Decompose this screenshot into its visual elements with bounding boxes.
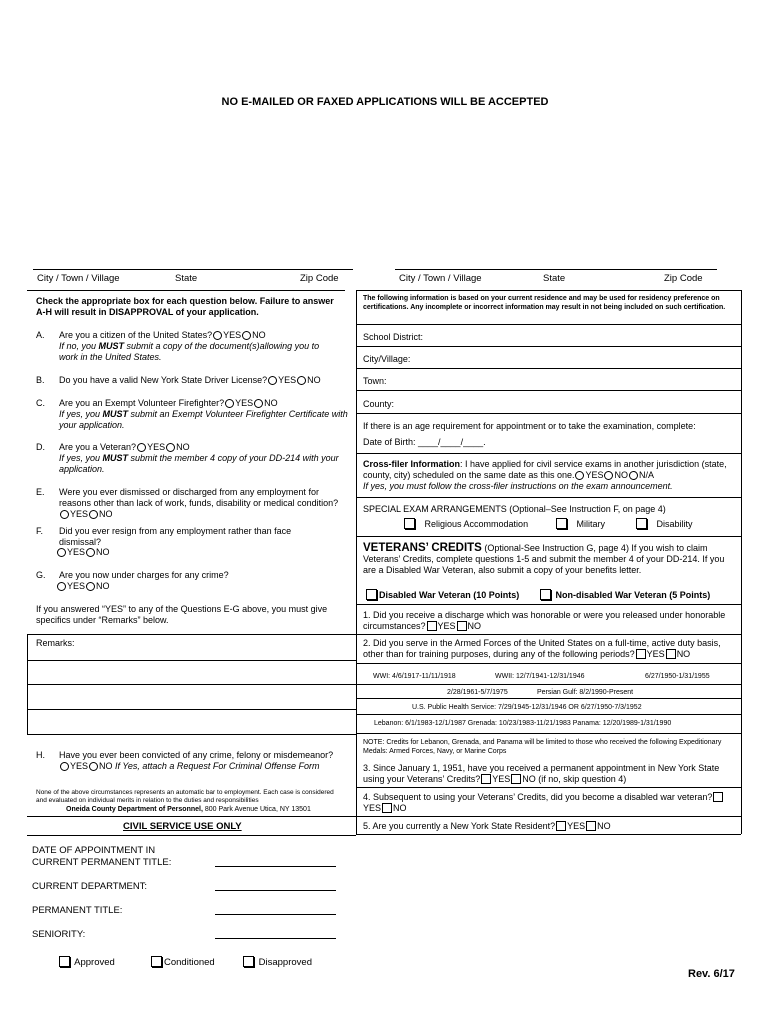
veterans-credits	[363, 543, 735, 576]
no-label: NO	[176, 442, 190, 452]
seniority-input[interactable]	[215, 938, 336, 939]
town-input[interactable]	[356, 390, 741, 391]
q-f-options	[56, 547, 110, 558]
war-gulf: Persian Gulf: 8/2/1990-Present	[537, 689, 634, 696]
yes-label: YES	[70, 761, 89, 771]
yes-label: YES	[646, 649, 665, 659]
vet-q5	[363, 821, 611, 832]
q-e	[59, 487, 341, 520]
yes-label: YES	[567, 821, 586, 831]
note-must: MUST	[98, 341, 125, 351]
school-district-input[interactable]	[356, 346, 741, 347]
war-rule-3	[356, 714, 741, 715]
q-f-yes-radio[interactable]	[57, 548, 66, 557]
war-vietnam: 2/28/1961-5/7/1975	[447, 689, 508, 696]
date-of-birth-field[interactable]: Date of Birth: ____/____/____.	[363, 437, 486, 447]
approved-checkbox[interactable]	[59, 956, 70, 967]
q-f-text: Did you ever resign from any employment rather than face dismissal?	[59, 526, 292, 547]
remarks-line-3[interactable]	[27, 709, 356, 710]
vet-q5-text: 5. Are you currently a New York State Resident?	[363, 821, 556, 831]
vet-q4-text: 4. Subsequent to using your Veterans’ Credits, did you become a disabled war veteran?	[363, 792, 713, 802]
vet-q1-rule	[356, 634, 741, 635]
right-top-border	[356, 290, 741, 291]
q-b-no-radio[interactable]	[297, 376, 306, 385]
yes-label: YES	[492, 774, 511, 784]
approved-label: Approved	[74, 957, 115, 968]
no-label: NO	[393, 803, 407, 813]
vet-q2-text: 2. Did you serve in the Armed Forces of the United States on a full-time, active duty basis, other than for training purposes, during any of the following periods?	[363, 638, 721, 659]
disapproved-option	[243, 956, 312, 968]
q-b-yes-radio[interactable]	[268, 376, 277, 385]
special-exam-label: SPECIAL EXAM ARRANGEMENTS (Optional–See Instruction F, on page 4)	[363, 504, 666, 514]
field-permanent-title: PERMANENT TITLE:	[32, 905, 123, 916]
vet-q4-rule	[356, 816, 741, 817]
crossfiler-no-radio[interactable]	[604, 471, 613, 480]
q-c-note	[59, 409, 349, 431]
remarks-top	[27, 634, 356, 635]
vet-q2-no-checkbox[interactable]	[666, 649, 676, 659]
field-date-appointment: DATE OF APPOINTMENT IN	[32, 845, 156, 856]
disability-label: Disability	[656, 519, 693, 529]
q-a-text: Are you a citizen of the United States?	[59, 330, 213, 340]
vet-type-rule	[356, 604, 741, 605]
note-must: MUST	[102, 409, 129, 419]
disability-option	[636, 518, 693, 530]
no-label: NO	[99, 509, 113, 519]
q-a-letter: A.	[36, 330, 45, 340]
q-a-yes-radio[interactable]	[213, 331, 222, 340]
war-korea: 6/27/1950-1/31/1955	[645, 673, 710, 680]
school-district-label: School District:	[363, 332, 424, 342]
no-label: NO	[597, 821, 611, 831]
remarks-line-4[interactable]	[27, 734, 356, 735]
q-h-yes-radio[interactable]	[60, 762, 69, 771]
q-b-letter: B.	[36, 375, 45, 385]
note-text: If yes, you	[59, 409, 103, 419]
yes-label: YES	[147, 442, 166, 452]
religious-checkbox[interactable]	[404, 518, 415, 529]
veterans-title: VETERANS’ CREDITS	[363, 542, 482, 554]
age-requirement: If there is an age requirement for appointment or to take the examination, complete:	[363, 421, 696, 431]
city-village-label: City/Village:	[363, 354, 411, 364]
q-f-no-radio[interactable]	[86, 548, 95, 557]
vet-q1	[363, 610, 735, 632]
approved-option	[59, 956, 115, 968]
war-rule-4	[356, 733, 741, 734]
zip-label-left: Zip Code	[300, 273, 339, 284]
field-seniority: SENIORITY:	[32, 929, 86, 940]
remarks-line-2[interactable]	[27, 684, 356, 685]
residency-note: The following information is based on your current residence and may be used for residency preference on certifications. Any incomplete or incorrect information may result in not being included on such certification.	[363, 295, 726, 311]
address-line-left[interactable]	[33, 269, 353, 270]
note-credits: NOTE: Credits for Lebanon, Grenada, and Panama will be limited to those who received the following Expeditionary Medals: Armed Forces, Navy, or Marine Corps	[363, 739, 722, 755]
war-rule-2	[356, 698, 741, 699]
q-d-no-radio[interactable]	[166, 443, 175, 452]
revision-label: Rev. 6/17	[688, 968, 735, 980]
vet-q4-no-checkbox[interactable]	[382, 803, 392, 813]
address-line-right[interactable]	[395, 269, 717, 270]
no-label: NO	[99, 761, 113, 771]
vet-q3-rule	[356, 787, 741, 788]
q-d-note	[59, 453, 339, 475]
city-label-left: City / Town / Village	[37, 273, 120, 284]
q-h-note: If Yes, attach a Request For Criminal Offense Form	[115, 761, 320, 771]
note-text: submit an Exempt Volunteer Firefighter Certificate with your application.	[59, 409, 348, 430]
disabled-vet-label: Disabled War Veteran (10 Points)	[379, 590, 520, 600]
q-g-text: Are you now under charges for any crime?	[59, 570, 229, 580]
q-c-letter: C.	[36, 398, 45, 408]
vet-q5-no-checkbox[interactable]	[586, 821, 596, 831]
vet-q1-no-checkbox[interactable]	[457, 621, 467, 631]
q-c-no-radio[interactable]	[254, 399, 263, 408]
vet-q4-yes-checkbox[interactable]	[713, 792, 723, 802]
military-label: Military	[576, 519, 606, 529]
no-label: NO	[264, 398, 278, 408]
no-label: NO	[676, 649, 691, 659]
vet-q4	[363, 792, 735, 814]
current-department-input[interactable]	[215, 890, 336, 891]
vet-q3	[363, 763, 735, 785]
disability-checkbox[interactable]	[636, 518, 647, 529]
q-b-text: Do you have a valid New York State Driver License?	[59, 375, 268, 385]
vet-q5-yes-checkbox[interactable]	[556, 821, 566, 831]
vet-q1-yes-checkbox[interactable]	[427, 621, 437, 631]
yes-label: YES	[585, 470, 604, 480]
military-checkbox[interactable]	[556, 518, 567, 529]
q-g-yes-radio[interactable]	[57, 582, 66, 591]
q-c-text: Are you an Exempt Volunteer Firefighter?	[59, 398, 225, 408]
left-top-border	[27, 290, 345, 291]
q-d-yes-radio[interactable]	[137, 443, 146, 452]
yes-label: YES	[278, 375, 297, 385]
city-village-input[interactable]	[356, 368, 741, 369]
special-exam-rule	[356, 536, 741, 537]
vet-q3-no-label: NO (if no, skip question 4)	[522, 774, 627, 784]
war-phs: U.S. Public Health Service: 7/29/1945-12/31/1946 OR 6/27/1950-7/3/1952	[412, 704, 642, 711]
no-label: NO	[96, 581, 110, 591]
q-e-letter: E.	[36, 487, 45, 497]
vet-q2-yes-checkbox[interactable]	[636, 649, 646, 659]
war-ww2: WWII: 12/7/1941-12/31/1946	[495, 673, 585, 680]
military-option	[556, 518, 605, 530]
crossfiler-yes-radio[interactable]	[575, 471, 584, 480]
vet-q3-yes-checkbox[interactable]	[481, 774, 491, 784]
q-a-note	[59, 341, 339, 363]
nondisabled-vet-option	[540, 589, 710, 601]
county-label: County:	[363, 399, 395, 409]
disapproved-checkbox[interactable]	[243, 956, 254, 967]
footer-address	[66, 805, 311, 814]
remarks-line-1[interactable]	[27, 660, 356, 661]
yes-label: YES	[235, 398, 254, 408]
conditioned-checkbox[interactable]	[151, 956, 162, 967]
crossfiler-rule	[356, 497, 741, 498]
q-g-letter: G.	[36, 570, 46, 580]
note-text: submit a copy of the document(s)allowing you to work in the United States.	[59, 341, 320, 362]
footer-org: Oneida County Department of Personnel,	[66, 806, 203, 813]
no-label: NO	[307, 375, 321, 385]
religious-option	[404, 518, 528, 530]
remarks-label: Remarks:	[36, 638, 75, 648]
crossfiler-na-radio[interactable]	[629, 471, 638, 480]
q-h-no-radio[interactable]	[89, 762, 98, 771]
civil-service-top	[27, 816, 356, 817]
crossfiler-text: : I have applied for civil service exams in another jurisdiction (state, county, city) scheduled on the same date as this one.	[363, 459, 727, 480]
nondisabled-vet-checkbox[interactable]	[540, 589, 551, 600]
vet-q2-rule	[356, 663, 741, 664]
yes-label: YES	[67, 547, 86, 557]
town-label: Town:	[363, 376, 387, 386]
yes-label: YES	[70, 509, 89, 519]
q-h	[59, 750, 344, 772]
na-label: N/A	[638, 470, 654, 480]
crossfiler	[363, 459, 735, 481]
nondisabled-vet-label: Non-disabled War Veteran (5 Points)	[555, 590, 711, 600]
q-d	[59, 442, 190, 453]
q-g-options	[56, 581, 110, 592]
crossfiler-label: Cross-filer Information	[363, 459, 461, 469]
civil-service-title-rule	[27, 835, 356, 836]
state-label-right: State	[543, 273, 566, 284]
disapproved-label: Disapproved	[258, 957, 312, 968]
vet-q3-text: 3. Since January 1, 1951, have you received a permanent appointment in New York State using your Veterans’ Credits?	[363, 763, 720, 784]
disclaimer: None of the above circumstances represents an automatic bar to employment. Each case is considered and evaluated on individual merits in relation to the duties and responsibilities	[36, 789, 334, 804]
q-b	[59, 375, 321, 386]
city-label-right: City / Town / Village	[399, 273, 482, 284]
state-label-left: State	[175, 273, 198, 284]
religious-label: Religious Accommodation	[424, 519, 529, 529]
q-c	[59, 398, 278, 409]
conditioned-option	[151, 956, 215, 968]
q-c-yes-radio[interactable]	[225, 399, 234, 408]
page-notice: NO E-MAILED OR FAXED APPLICATIONS WILL BE ACCEPTED	[221, 96, 549, 108]
veterans-text: (Optional-See Instruction G, page 4) If you wish to claim Veterans’ Credits, complete questions 1-5 and submit the member 4 of your DD-214. If you are a Disabled War Veteran, also submit a copy of your benefits letter.	[363, 543, 725, 575]
crossfiler-note: If yes, you must follow the cross-filer instructions on the exam announcement.	[363, 481, 673, 491]
no-label: NO	[252, 330, 266, 340]
zip-label-right: Zip Code	[664, 273, 703, 284]
dob-rule	[356, 453, 741, 454]
permanent-title-input[interactable]	[215, 914, 336, 915]
county-input[interactable]	[356, 413, 741, 414]
date-appointment-input[interactable]	[215, 866, 336, 867]
q-f-letter: F.	[36, 526, 44, 536]
q-h-letter: H.	[36, 750, 45, 760]
field-current-department: CURRENT DEPARTMENT:	[32, 881, 148, 892]
note-must: MUST	[102, 453, 129, 463]
yes-label: YES	[67, 581, 86, 591]
q-d-letter: D.	[36, 442, 45, 452]
disabled-vet-checkbox[interactable]	[366, 589, 377, 600]
note-text: If no, you	[59, 341, 99, 351]
no-label: NO	[614, 470, 628, 480]
q-e-yes-radio[interactable]	[60, 510, 69, 519]
note-text: If yes, you	[59, 453, 103, 463]
residency-rule	[356, 324, 741, 325]
civil-service-title: CIVIL SERVICE USE ONLY	[123, 821, 242, 832]
field-current-permanent-title: CURRENT PERMANENT TITLE:	[32, 857, 172, 868]
note-text: submit the member 4 copy of your DD-214 with your application.	[59, 453, 339, 474]
no-label: NO	[467, 621, 482, 631]
center-divider	[356, 290, 357, 834]
q-d-text: Are you a Veteran?	[59, 442, 137, 452]
vet-q3-no-checkbox[interactable]	[511, 774, 521, 784]
q-e-text: Were you ever dismissed or discharged from any employment for reasons other than lack of work, funds, disability or medical condition?	[59, 487, 339, 508]
vet-q2	[363, 638, 738, 660]
war-lebanon: Lebanon: 6/1/1983-12/1/1987 Grenada: 10/23/1983-11/21/1983 Panama: 12/20/1989-1/31/1990	[374, 720, 672, 727]
q-g-no-radio[interactable]	[86, 582, 95, 591]
vet-q1-text: 1. Did you receive a discharge which was honorable or were you released under honorable circumstances?	[363, 610, 726, 631]
war-ww1: WWI: 4/6/1917-11/11/1918	[373, 673, 456, 680]
right-border	[741, 290, 742, 834]
instructions: Check the appropriate box for each question below. Failure to answer A-H will result in DISAPPROVAL of your application.	[36, 296, 334, 317]
q-h-text: Have you ever been convicted of any crime, felony or misdemeanor?	[59, 750, 334, 760]
footer-street: 800 Park Avenue Utica, NY 13501	[202, 806, 311, 813]
right-bottom-border	[356, 834, 741, 835]
disabled-vet-option	[366, 589, 519, 601]
remarks-note: If you answered “YES” to any of the Questions E-G above, you must give specifics under “Remarks” below.	[36, 604, 328, 625]
no-label: NO	[96, 547, 110, 557]
war-rule-1	[356, 684, 741, 685]
yes-label: YES	[437, 621, 456, 631]
q-e-no-radio[interactable]	[89, 510, 98, 519]
yes-label: YES	[363, 803, 382, 813]
q-a	[59, 330, 266, 341]
q-a-no-radio[interactable]	[242, 331, 251, 340]
conditioned-label: Conditioned	[164, 957, 215, 968]
yes-label: YES	[223, 330, 242, 340]
